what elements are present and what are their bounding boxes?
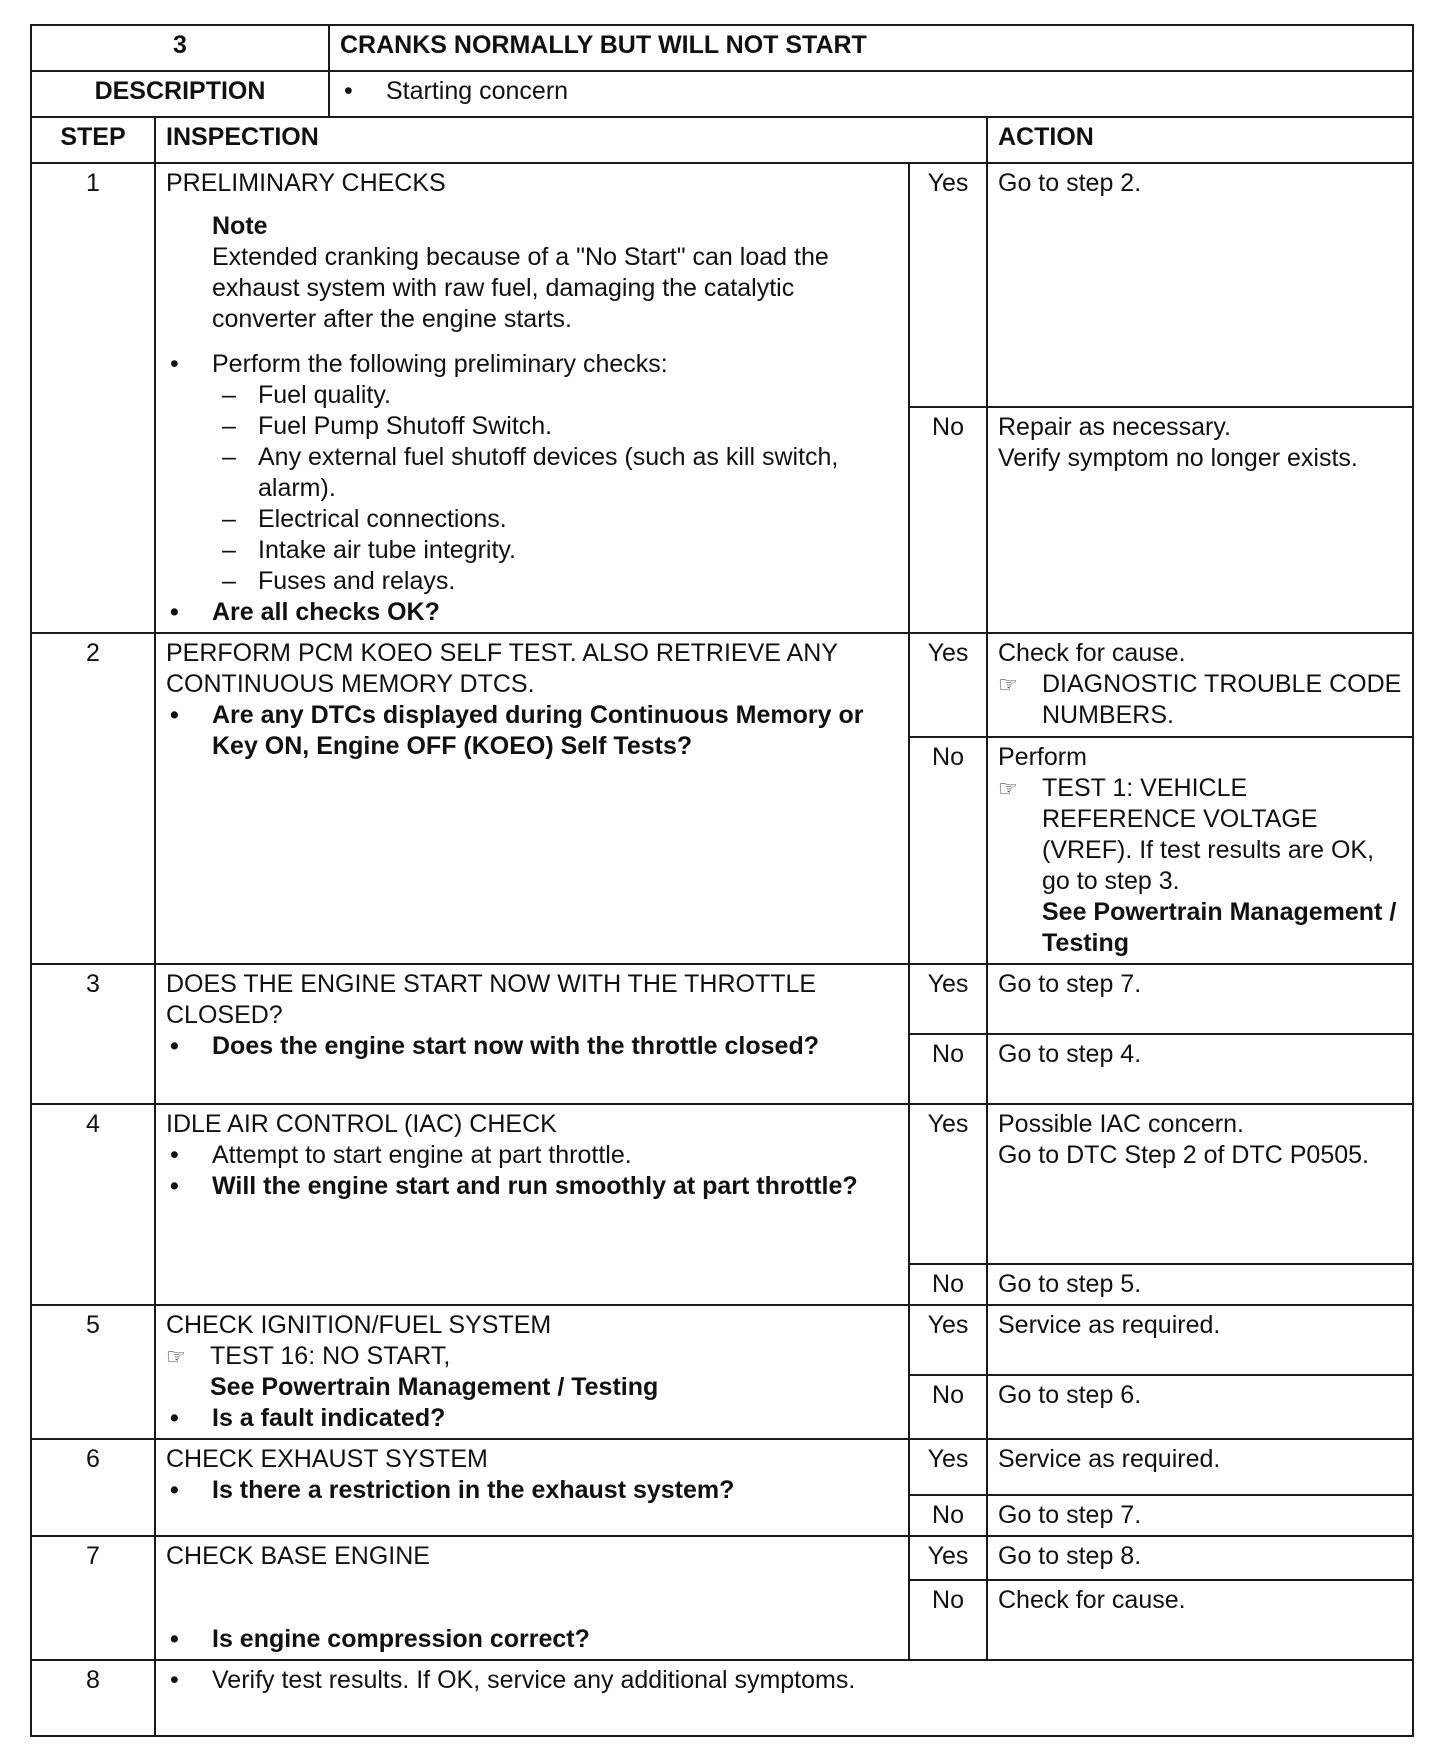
no-action: Go to step 6. xyxy=(987,1375,1413,1439)
no-label: No xyxy=(909,407,987,633)
step-number: 6 xyxy=(31,1439,155,1536)
procedure-number: 3 xyxy=(31,25,329,71)
yes-label: Yes xyxy=(909,1536,987,1580)
spacer xyxy=(166,1572,898,1624)
note-block xyxy=(166,211,898,335)
yes-action-line: Check for cause. xyxy=(998,639,1186,667)
diagnostic-table xyxy=(30,24,1414,1737)
reference-bold: See Powertrain Management / Testing xyxy=(1042,898,1397,957)
col-action: ACTION xyxy=(987,117,1413,163)
description-cell xyxy=(329,71,1413,117)
reference-bold: See Powertrain Management / Testing xyxy=(210,1373,659,1401)
table-row xyxy=(31,1305,1413,1375)
step-inspection xyxy=(155,1536,909,1660)
table-row xyxy=(31,1660,1413,1736)
no-action-line: Perform xyxy=(998,743,1087,771)
step-number: 4 xyxy=(31,1104,155,1305)
reference-text: TEST 16: NO START, xyxy=(210,1342,451,1370)
step-number: 1 xyxy=(31,163,155,633)
table-row xyxy=(31,1104,1413,1264)
yes-label: Yes xyxy=(909,1439,987,1495)
step-inspection xyxy=(155,163,909,633)
sub-item: – Fuel quality. xyxy=(166,380,898,411)
step-number: 7 xyxy=(31,1536,155,1660)
yes-action: Go to step 2. xyxy=(987,163,1413,407)
sub-item: – Electrical connections. xyxy=(166,504,898,535)
reference-text: TEST 1: VEHICLE REFERENCE VOLTAGE (VREF). If test results are OK, go to step 3. xyxy=(1042,774,1375,895)
yes-action: Go to step 7. xyxy=(987,964,1413,1034)
reference xyxy=(166,1341,898,1403)
table-row xyxy=(31,633,1413,737)
table-row xyxy=(31,964,1413,1034)
yes-action-line: Possible IAC concern. xyxy=(998,1110,1244,1138)
step-number: 5 xyxy=(31,1305,155,1439)
step-inspection xyxy=(155,1104,909,1305)
step-title: CHECK IGNITION/FUEL SYSTEM xyxy=(166,1311,552,1339)
no-label: No xyxy=(909,1495,987,1536)
yes-action: Service as required. xyxy=(987,1439,1413,1495)
step-inspection xyxy=(155,1305,909,1439)
step-title: CHECK BASE ENGINE xyxy=(166,1542,430,1570)
yes-action: Go to step 8. xyxy=(987,1536,1413,1580)
no-label: No xyxy=(909,1034,987,1104)
sub-item: – Intake air tube integrity. xyxy=(166,535,898,566)
bullet-item: • Perform the following preliminary checks: xyxy=(166,349,898,380)
step-inspection xyxy=(155,1660,1413,1736)
description-label: DESCRIPTION xyxy=(31,71,329,117)
no-action xyxy=(987,737,1413,964)
step-title: PRELIMINARY CHECKS xyxy=(166,169,446,197)
no-action-line: Verify symptom no longer exists. xyxy=(998,444,1358,472)
question: • Does the engine start now with the throttle closed? xyxy=(166,1031,898,1062)
pointing-hand-icon: ☞ xyxy=(998,672,1018,697)
no-action xyxy=(987,407,1413,633)
bullet-item: • Verify test results. If OK, service any additional symptoms. xyxy=(166,1665,1402,1696)
bullet-item: • Attempt to start engine at part throttle. xyxy=(166,1140,898,1171)
step-number: 8 xyxy=(31,1660,155,1736)
step-number: 2 xyxy=(31,633,155,964)
question: • Is a fault indicated? xyxy=(166,1403,898,1434)
no-action: Check for cause. xyxy=(987,1580,1413,1660)
description-value: • Starting concern xyxy=(340,76,1402,107)
no-action: Go to step 5. xyxy=(987,1264,1413,1305)
no-label: No xyxy=(909,737,987,964)
question: • Will the engine start and run smoothly at part throttle? xyxy=(166,1171,898,1202)
step-title: DOES THE ENGINE START NOW WITH THE THROTTLE CLOSED? xyxy=(166,970,817,1029)
yes-action xyxy=(987,633,1413,737)
sub-item: – Fuses and relays. xyxy=(166,566,898,597)
procedure-title: CRANKS NORMALLY BUT WILL NOT START xyxy=(329,25,1413,71)
step-inspection xyxy=(155,1439,909,1536)
no-action: Go to step 7. xyxy=(987,1495,1413,1536)
diagnostic-table-sheet xyxy=(30,24,1412,1737)
yes-label: Yes xyxy=(909,1305,987,1375)
table-row xyxy=(31,1439,1413,1495)
question: • Is engine compression correct? xyxy=(166,1624,898,1655)
step-title: CHECK EXHAUST SYSTEM xyxy=(166,1445,488,1473)
pointing-hand-icon: ☞ xyxy=(166,1344,186,1369)
col-step: STEP xyxy=(31,117,155,163)
sub-item: – Any external fuel shutoff devices (such as kill switch, alarm). xyxy=(166,442,898,504)
yes-action: Service as required. xyxy=(987,1305,1413,1375)
yes-label: Yes xyxy=(909,633,987,737)
description-row xyxy=(31,71,1413,117)
reference xyxy=(998,773,1402,959)
yes-label: Yes xyxy=(909,964,987,1034)
column-header-row xyxy=(31,117,1413,163)
sub-item: – Fuel Pump Shutoff Switch. xyxy=(166,411,898,442)
no-label: No xyxy=(909,1580,987,1660)
no-label: No xyxy=(909,1375,987,1439)
step-inspection xyxy=(155,964,909,1104)
reference xyxy=(998,669,1402,731)
reference-text: DIAGNOSTIC TROUBLE CODE NUMBERS. xyxy=(1042,670,1402,729)
table-row xyxy=(31,1536,1413,1580)
question: • Are all checks OK? xyxy=(166,597,898,628)
no-action: Go to step 4. xyxy=(987,1034,1413,1104)
note-label: Note xyxy=(212,212,268,240)
title-row xyxy=(31,25,1413,71)
yes-action-line: Go to DTC Step 2 of DTC P0505. xyxy=(998,1141,1369,1169)
yes-action xyxy=(987,1104,1413,1264)
pointing-hand-icon: ☞ xyxy=(998,776,1018,801)
yes-label: Yes xyxy=(909,1104,987,1264)
step-inspection xyxy=(155,633,909,964)
question: • Are any DTCs displayed during Continuous Memory or Key ON, Engine OFF (KOEO) Self Tests? xyxy=(166,700,898,762)
step-title: PERFORM PCM KOEO SELF TEST. ALSO RETRIEVE ANY CONTINUOUS MEMORY DTCS. xyxy=(166,639,838,698)
step-title: IDLE AIR CONTROL (IAC) CHECK xyxy=(166,1110,557,1138)
table-row xyxy=(31,163,1413,407)
yes-label: Yes xyxy=(909,163,987,407)
question: • Is there a restriction in the exhaust system? xyxy=(166,1475,898,1506)
no-label: No xyxy=(909,1264,987,1305)
note-text: Extended cranking because of a "No Start" can load the exhaust system with raw fuel, damaging the catalytic converter after the engine starts. xyxy=(212,243,829,333)
col-inspection: INSPECTION xyxy=(155,117,987,163)
no-action-line: Repair as necessary. xyxy=(998,413,1231,441)
step-number: 3 xyxy=(31,964,155,1104)
